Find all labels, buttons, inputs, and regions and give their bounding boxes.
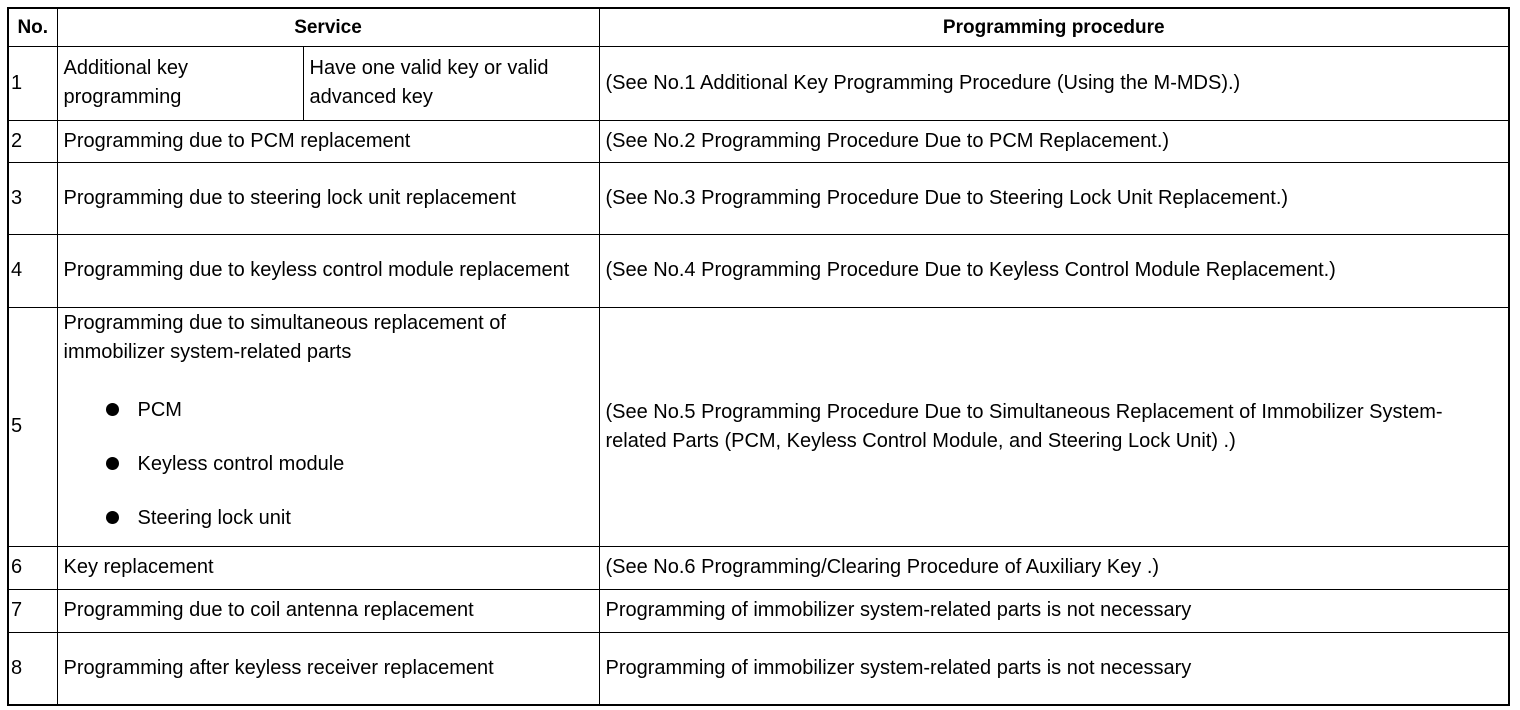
list-item bbox=[106, 491, 593, 545]
row-number: 4 bbox=[8, 234, 57, 307]
header-no: No. bbox=[8, 8, 57, 46]
row-number: 8 bbox=[8, 632, 57, 705]
service-cell: Additional key programming bbox=[57, 46, 303, 120]
table-row bbox=[8, 546, 1509, 589]
service-cell bbox=[57, 307, 599, 546]
part-label: PCM bbox=[137, 398, 182, 421]
list-item bbox=[106, 383, 593, 437]
parts-list bbox=[64, 383, 593, 545]
programming-procedure-table bbox=[7, 7, 1510, 706]
bullet-icon bbox=[106, 403, 119, 416]
procedure-cell: (See No.4 Programming Procedure Due to Keyless Control Module Replacement.) bbox=[599, 234, 1509, 307]
row-number: 1 bbox=[8, 46, 57, 120]
service-cell: Key replacement bbox=[57, 546, 599, 589]
table-row bbox=[8, 307, 1509, 546]
table-row bbox=[8, 120, 1509, 162]
table-row bbox=[8, 632, 1509, 705]
service-cell: Programming after keyless receiver replacement bbox=[57, 632, 599, 705]
procedure-cell: (See No.1 Additional Key Programming Procedure (Using the M-MDS).) bbox=[599, 46, 1509, 120]
table-row bbox=[8, 589, 1509, 632]
row-number: 6 bbox=[8, 546, 57, 589]
bullet-icon bbox=[106, 511, 119, 524]
row-number: 2 bbox=[8, 120, 57, 162]
procedure-cell: (See No.2 Programming Procedure Due to PCM Replacement.) bbox=[599, 120, 1509, 162]
procedure-cell: Programming of immobilizer system-related parts is not necessary bbox=[599, 589, 1509, 632]
header-service: Service bbox=[57, 8, 599, 46]
service-cell: Programming due to PCM replacement bbox=[57, 120, 599, 162]
service-cell: Programming due to steering lock unit replacement bbox=[57, 162, 599, 234]
procedure-cell: (See No.6 Programming/Clearing Procedure of Auxiliary Key .) bbox=[599, 546, 1509, 589]
header-procedure: Programming procedure bbox=[599, 8, 1509, 46]
table-header-row bbox=[8, 8, 1509, 46]
list-item bbox=[106, 437, 593, 491]
condition-cell: Have one valid key or valid advanced key bbox=[303, 46, 599, 120]
service-cell: Programming due to keyless control module replacement bbox=[57, 234, 599, 307]
procedure-cell: (See No.3 Programming Procedure Due to Steering Lock Unit Replacement.) bbox=[599, 162, 1509, 234]
table-row bbox=[8, 46, 1509, 120]
row-number: 5 bbox=[8, 307, 57, 546]
procedure-table-container bbox=[7, 7, 1510, 706]
table-row bbox=[8, 234, 1509, 307]
bullet-icon bbox=[106, 457, 119, 470]
table-row bbox=[8, 162, 1509, 234]
procedure-cell: (See No.5 Programming Procedure Due to Simultaneous Replacement of Immobilizer System-related Parts (PCM, Keyless Control Module, and Steering Lock Unit) .) bbox=[599, 307, 1509, 546]
service-cell: Programming due to coil antenna replacement bbox=[57, 589, 599, 632]
service-text: Programming due to simultaneous replacement of immobilizer system-related parts bbox=[63, 311, 506, 363]
row-number: 3 bbox=[8, 162, 57, 234]
part-label: Keyless control module bbox=[137, 452, 345, 475]
row-number: 7 bbox=[8, 589, 57, 632]
part-label: Steering lock unit bbox=[137, 506, 291, 529]
procedure-cell: Programming of immobilizer system-related parts is not necessary bbox=[599, 632, 1509, 705]
